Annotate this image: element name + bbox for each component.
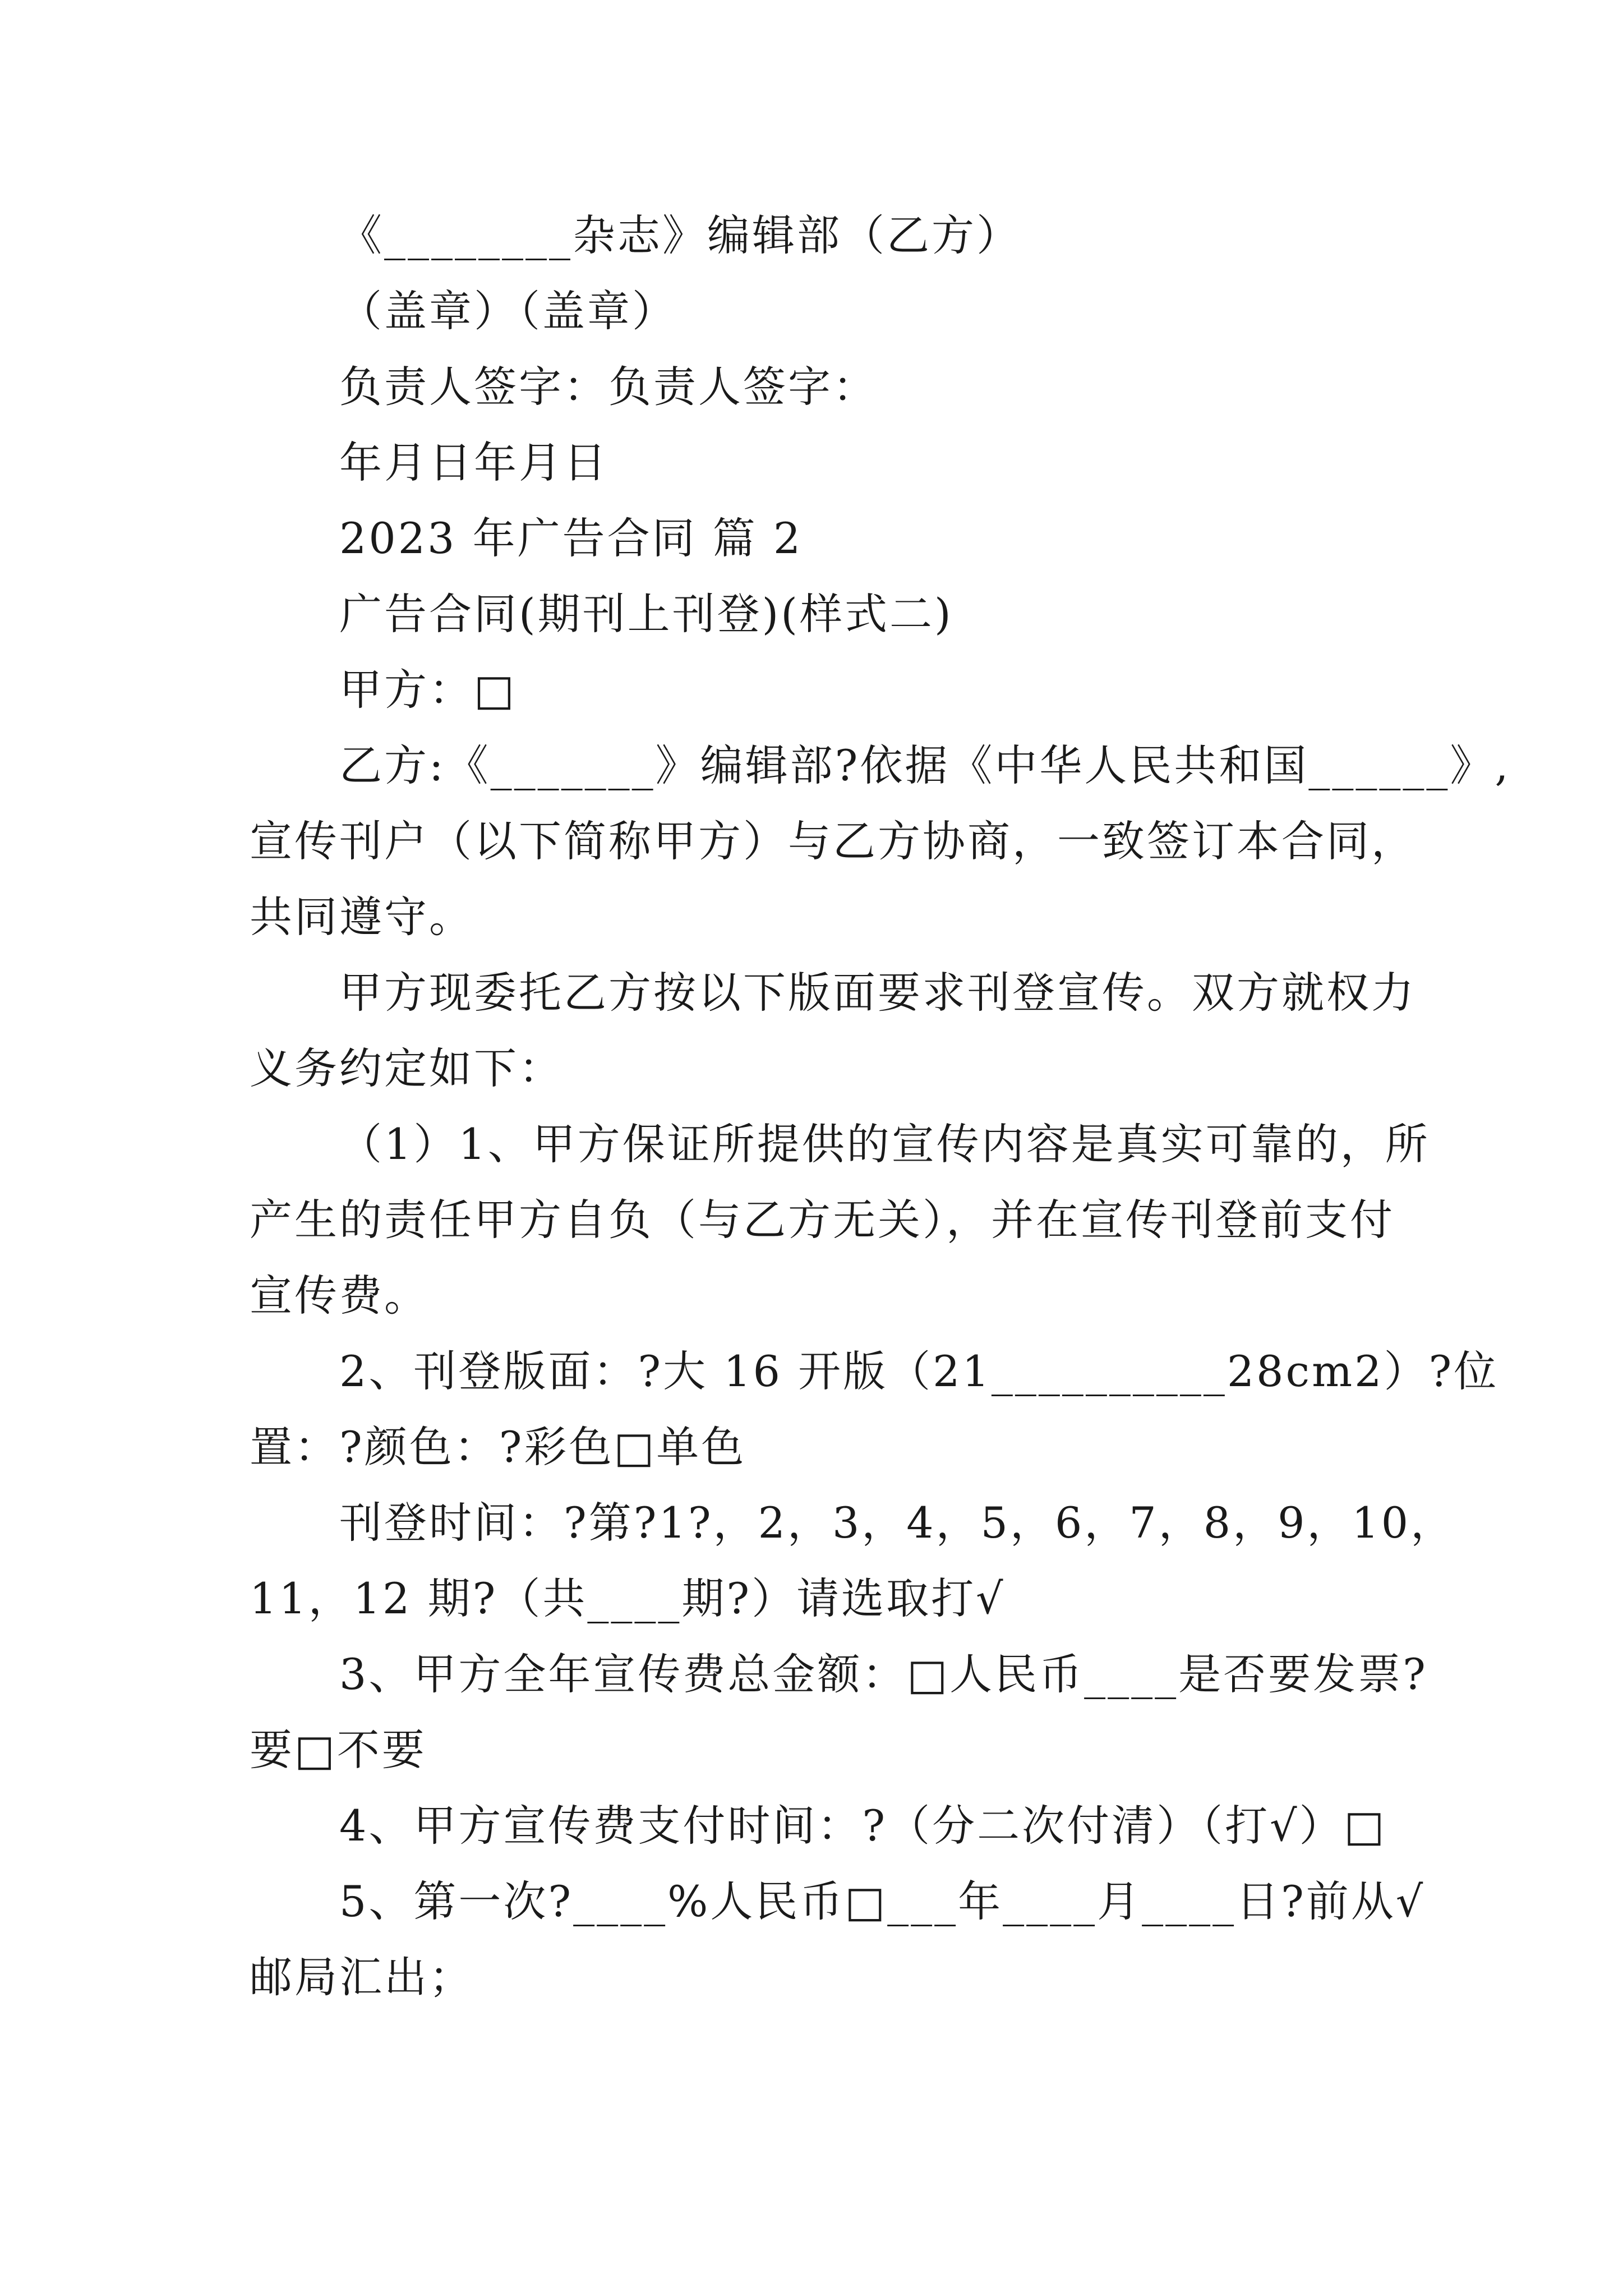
text-line: 宣传费。 xyxy=(250,1271,429,1320)
publish-time-line: 刊登时间：?第?1?，2，3，4，5，6，7，8，9，10， xyxy=(339,1498,1456,1548)
text-line: 义务约定如下： xyxy=(250,1043,564,1093)
document-body xyxy=(250,197,1511,2015)
text-line: 邮局汇出； xyxy=(250,1952,474,2002)
party-b-line: 乙方:《_______》编辑部?依据《中华人民共和国______》, xyxy=(339,740,1511,790)
text-line: 宣传刊户（以下简称甲方）与乙方协商，一致签订本合同， xyxy=(250,816,1416,866)
section-heading: 2023 年广告合同 篇 2 xyxy=(339,513,803,563)
text-line: 11，12 期?（共____期?）请选取打√ xyxy=(250,1573,1006,1623)
contract-title: 广告合同(期刊上刊登)(样式二) xyxy=(339,589,953,639)
text-line: 共同遵守。 xyxy=(250,892,474,942)
text-line: 要□不要 xyxy=(250,1725,427,1775)
text-line: 年月日年月日 xyxy=(339,438,608,487)
text-line: （盖章）（盖章） xyxy=(339,286,677,336)
text-line: 《________杂志》编辑部（乙方） xyxy=(339,210,1021,260)
clause-3: 3、甲方全年宣传费总金额：□人民币____是否要发票? xyxy=(339,1649,1428,1699)
clause-1: （1）1、甲方保证所提供的宣传内容是真实可靠的，所 xyxy=(339,1119,1430,1169)
clause-2: 2、刊登版面：?大 16 开版（21__________28cm2）?位 xyxy=(339,1346,1499,1396)
text-line: 负责人签字：负责人签字： xyxy=(339,362,878,412)
party-a-line: 甲方：□ xyxy=(339,665,517,715)
clause-4: 4、甲方宣传费支付时间：?（分二次付清）（打√）□ xyxy=(339,1801,1387,1851)
text-line: 产生的责任甲方自负（与乙方无关），并在宣传刊登前支付 xyxy=(250,1195,1395,1245)
clause-5: 5、第一次?____%人民币□___年____月____日?前从√ xyxy=(339,1876,1426,1926)
text-line: 置：?颜色：?彩色□单色 xyxy=(250,1422,746,1472)
text-line: 甲方现委托乙方按以下版面要求刊登宣传。双方就权力 xyxy=(339,968,1416,1018)
